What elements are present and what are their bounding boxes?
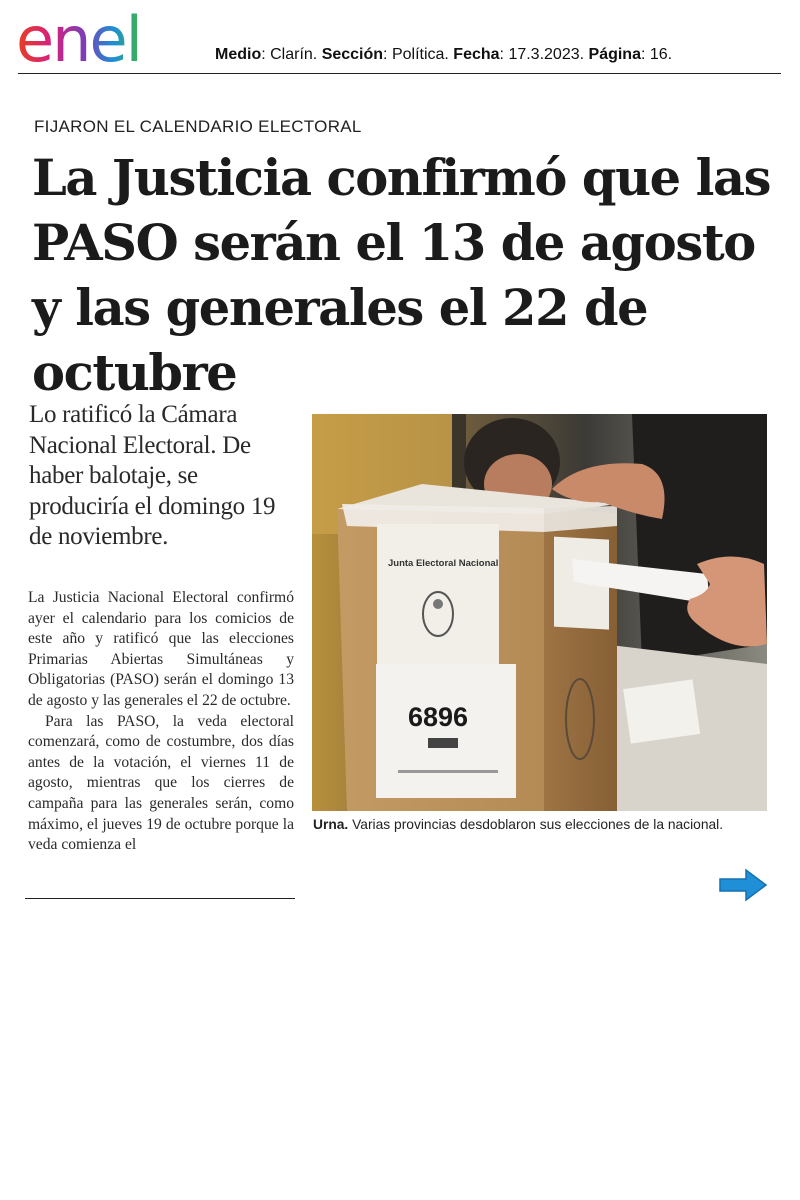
kicker: FIJARON EL CALENDARIO ELECTORAL: [34, 117, 362, 136]
pagina-label: Página: [588, 46, 641, 63]
box-label-text: Junta Electoral Nacional: [388, 558, 499, 569]
enel-logo-text: enel: [16, 6, 141, 68]
body-divider: [25, 898, 295, 899]
body-paragraph-2: Para las PASO, la veda electoral comenzará, como de costumbre, dos días antes de la votación, el viernes 11 de agosto, mientras que los cierres de campaña para las generales serán, como máximo, el jueves 19 de octubre porque la veda comienza el: [28, 712, 294, 854]
box-number: 6896: [408, 702, 469, 732]
body-paragraph-1: La Justicia Nacional Electoral confirmó ayer el calendario para los comicios de este año y ratificó que las elecciones Primarias Abiertas Simultáneas y Obligatorias (PASO) serán el domingo 13 de agosto y las generales el 22 de octubre.: [28, 589, 294, 709]
caption-label: Urna.: [313, 817, 349, 832]
pagina-value: : 16.: [640, 46, 673, 63]
caption-text: Varias provincias desdoblaron sus elecciones de la nacional.: [348, 817, 724, 832]
fecha-value: : 17.3.2023.: [499, 46, 589, 63]
photo-caption: [313, 817, 783, 832]
fecha-label: Fecha: [453, 46, 500, 63]
seccion-label: Sección: [321, 46, 384, 63]
seccion-value: : Política.: [383, 46, 454, 63]
header-divider: [18, 73, 781, 74]
medio-value: : Clarín.: [261, 46, 322, 63]
medio-label: Medio: [215, 46, 262, 63]
source-meta: [215, 46, 672, 64]
ballot-box-photo: [312, 414, 767, 811]
next-page-arrow-icon[interactable]: [718, 868, 768, 902]
headline: La Justicia confirmó que las PASO serán el 13 de agosto y las generales el 22 de octubre: [32, 149, 771, 402]
lead-paragraph: Lo ratificó la Cámara Nacional Electoral. De haber balotaje, se produciría el domingo 19 de noviembre.: [29, 401, 276, 550]
article-body: [28, 588, 294, 878]
enel-logo: [16, 6, 186, 68]
